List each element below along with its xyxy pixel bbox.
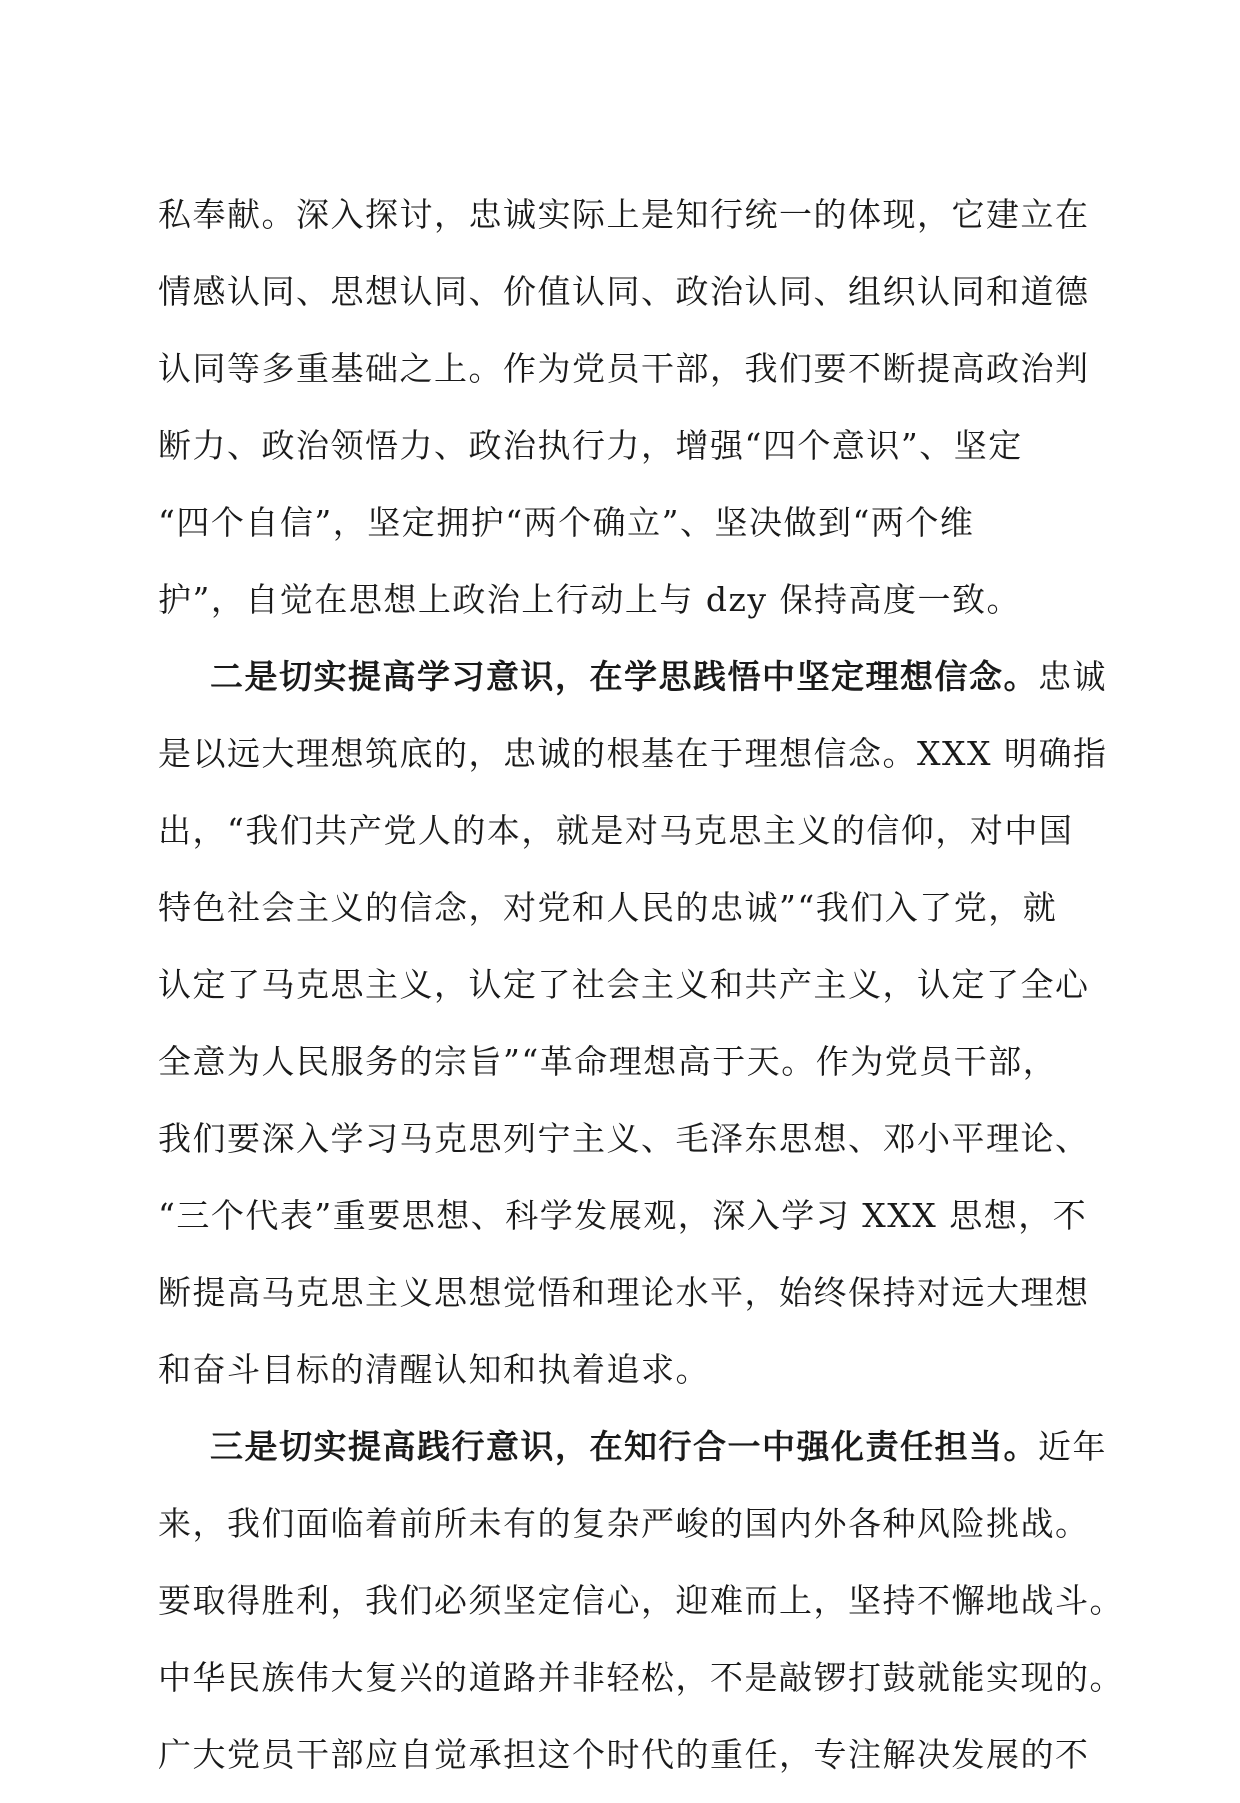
paragraph3-line-2: 来，我们面临着前所未有的复杂严峻的国内外各种风险挑战。 [158,1504,1090,1543]
paragraph2-line-2: 是以远大理想筑底的，忠诚的根基在于理想信念。XXX 明确指 [158,734,1108,773]
paragraph1-line-2: 情感认同、思想认同、价值认同、政治认同、组织认同和道德 [158,272,1090,311]
paragraph2-line-5: 认定了马克思主义，认定了社会主义和共产主义，认定了全心 [158,965,1090,1004]
paragraph2-line-10: 和奋斗目标的清醒认知和执着追求。 [158,1350,710,1389]
document-body [158,186,1124,1803]
paragraph1-line-4: 断力、政治领悟力、政治执行力，增强“四个意识”、坚定 [158,426,1023,465]
paragraph2-line-4: 特色社会主义的信念，对党和人民的忠诚”“我们入了党，就 [158,888,1058,927]
paragraph2-line-7: 我们要深入学习马克思列宁主义、毛泽东思想、邓小平理论、 [158,1119,1090,1158]
paragraph3-heading: 三是切实提高践行意识，在知行合一中强化责任担当。 [210,1427,1038,1466]
paragraph2-line-9: 断提高马克思主义思想觉悟和理论水平，始终保持对远大理想 [158,1273,1090,1312]
paragraph3-first-line-text: 近年 [1038,1427,1107,1466]
paragraph1-line-5: “四个自信”，坚定拥护“两个确立”、坚决做到“两个维 [158,503,975,542]
paragraph1-line-3: 认同等多重基础之上。作为党员干部，我们要不断提高政治判 [158,349,1090,388]
paragraph2-first-line-text: 忠诚 [1038,657,1107,696]
paragraph2-first-line [158,648,1107,725]
paragraph2-line-6: 全意为人民服务的宗旨”“革命理想高于天。作为党员干部， [158,1042,1058,1081]
paragraph3-line-4: 中华民族伟大复兴的道路并非轻松，不是敲锣打鼓就能实现的。 [158,1658,1124,1697]
paragraph3-line-3: 要取得胜利，我们必须坚定信心，迎难而上，坚持不懈地战斗。 [158,1581,1124,1620]
paragraph3-line-5: 广大党员干部应自觉承担这个时代的重任，专注解决发展的不 [158,1735,1090,1774]
paragraph2-line-3: 出，“我们共产党人的本，就是对马克思主义的信仰，对中国 [158,811,1074,850]
paragraph2-heading: 二是切实提高学习意识，在学思践悟中坚定理想信念。 [210,657,1038,696]
paragraph3-first-line [158,1418,1107,1495]
paragraph1-line-1: 私奉献。深入探讨，忠诚实际上是知行统一的体现，它建立在 [158,195,1090,234]
paragraph2-line-8: “三个代表”重要思想、科学发展观，深入学习 XXX 思想，不 [158,1196,1088,1235]
paragraph1-line-6: 护”，自觉在思想上政治上行动上与 dzy 保持高度一致。 [158,580,1022,619]
